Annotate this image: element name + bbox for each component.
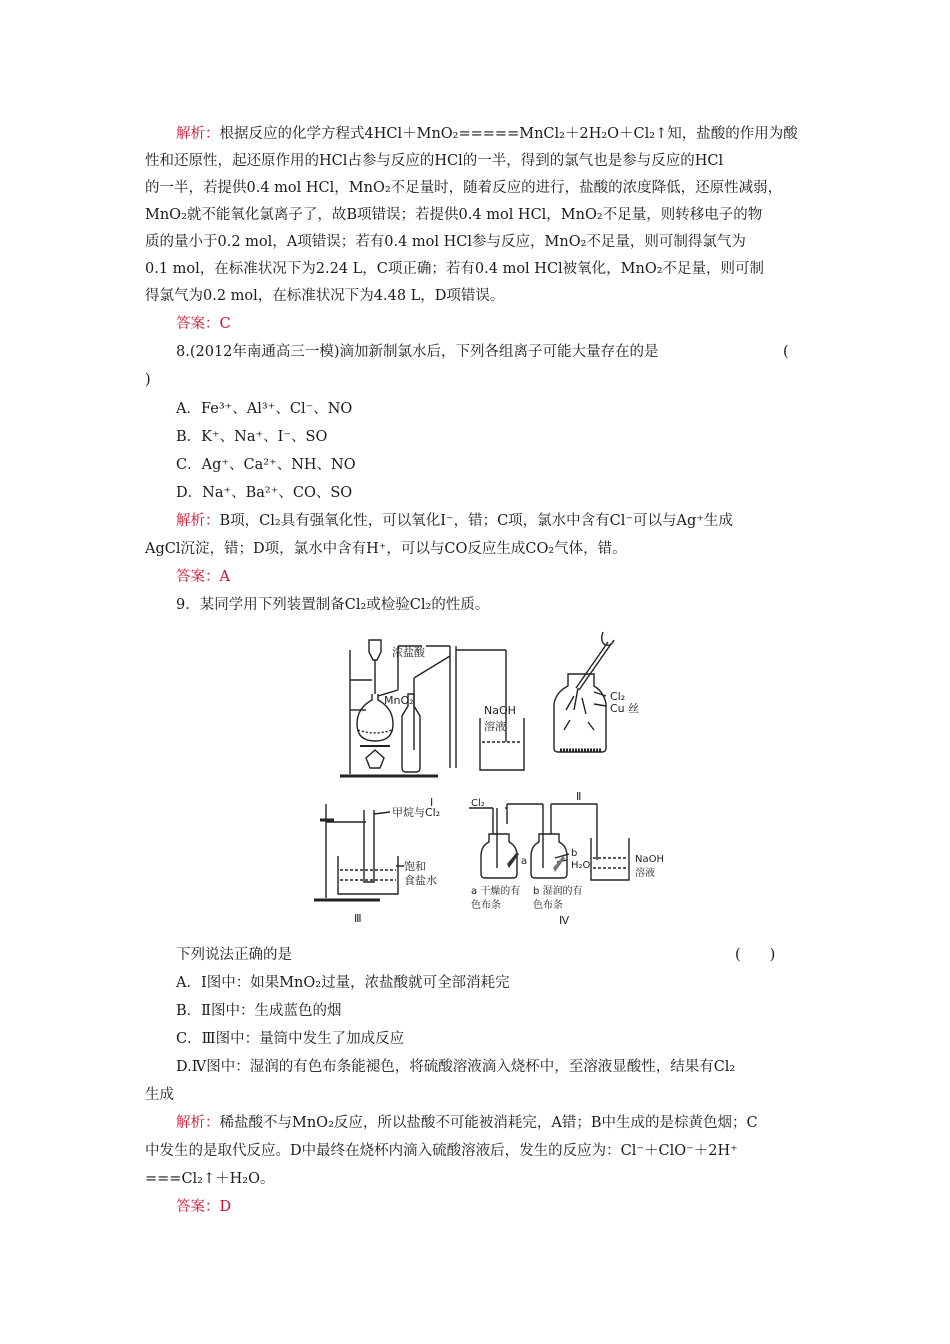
label-solution: 溶液 (635, 868, 655, 879)
label-cl2-inlet: Cl₂ (471, 798, 485, 809)
answer-9: 答案：D (176, 1199, 232, 1215)
explanation-7-line-3: 的一半，若提供0.4 mol HCl，MnO₂不足量时，随着反应的进行，盐酸的浓度降低，还原性减弱， (145, 180, 783, 196)
question-8-option-b: B．K⁺、Na⁺、I⁻、SO (176, 429, 328, 445)
answer-7: 答案：C (176, 316, 231, 332)
explanation-9-line-1: 解析：稀盐酸不与MnO₂反应，所以盐酸不可能被消耗完，A错；B中生成的是棕黄色烟；C (176, 1115, 758, 1131)
label-a-desc-1: a 干燥的有 (471, 886, 521, 897)
label-b: b (571, 848, 578, 859)
label-brine: 食盐水 (404, 874, 437, 887)
answer-8: 答案：A (176, 569, 230, 585)
label-cl2: Cl₂ (610, 690, 626, 703)
question-9-option-d-line-1: D.Ⅳ图中：湿润的有色布条能褪色，将硫酸溶液滴入烧杯中，至溶液显酸性，结果有Cl₂ (176, 1059, 736, 1075)
explanation-7-line-6: 0.1 mol，在标准状况下为2.24 L，C项正确；若有0.4 mol HCl被氧化，MnO₂不足量，则可制 (145, 261, 765, 277)
question-8-stem: 8.(2012年南通高三一模)滴加新制氯水后，下列各组离子可能大量存在的是 (176, 344, 659, 360)
label-conc-hcl: 浓盐酸 (392, 646, 425, 659)
explanation-7-line-4: MnO₂就不能氧化氯离子了，故B项错误；若提供0.4 mol HCl，MnO₂不足量，则转移电子的物 (145, 207, 763, 223)
label-a-desc-2: 色布条 (471, 900, 501, 911)
answer-paren-open: ( (783, 344, 789, 360)
label-saturated: 饱和 (404, 860, 426, 873)
apparatus-figure-4 (467, 798, 677, 933)
answer-paren-close: ) (145, 372, 151, 388)
explanation-8-line-2: AgCl沉淀，错；D项，氯水中含有H⁺，可以与CO反应生成CO₂气体，错。 (145, 541, 627, 557)
question-9-option-b: B．Ⅱ图中：生成蓝色的烟 (176, 1003, 342, 1019)
explanation-7-line-1: 解析：根据反应的化学方程式4HCl＋MnO₂=====MnCl₂＋2H₂O＋Cl₂↑知，盐酸的作用为酸 (176, 126, 798, 142)
explanation-label: 解析： (176, 126, 220, 142)
explanation-7-line-5: 质的量小于0.2 mol，A项错误；若有0.4 mol HCl参与反应，MnO₂不足量，则可制得氯气为 (145, 234, 746, 250)
answer-paren: ( ) (735, 947, 776, 963)
label-mno2: MnO₂ (384, 694, 414, 707)
question-8-option-c: C．Ag⁺、Ca²⁺、NH、NO (176, 457, 356, 473)
label-cu-wire: Cu 丝 (610, 702, 640, 715)
explanation-label: 解析： (176, 1115, 220, 1131)
question-9-option-c: C．Ⅲ图中：量筒中发生了加成反应 (176, 1031, 405, 1047)
question-9-option-a: A．Ⅰ图中：如果MnO₂过量，浓盐酸就可全部消耗完 (176, 975, 510, 991)
label-b-desc-1: b 湿润的有 (533, 886, 583, 897)
apparatus-figure-2 (548, 630, 688, 810)
question-9-stem: 9．某同学用下列装置制备Cl₂或检验Cl₂的性质。 (176, 597, 490, 613)
label-naoh: NaOH (635, 854, 664, 865)
label-methane-cl2: 甲烷与Cl₂ (392, 806, 441, 819)
explanation-9-line-3: ===Cl₂↑＋H₂O。 (145, 1171, 275, 1187)
question-9-option-d-line-2: 生成 (145, 1087, 174, 1103)
label-b-desc-2: 色布条 (533, 900, 563, 911)
question-8-option-a: A．Fe³⁺、Al³⁺、Cl⁻、NO (176, 401, 353, 417)
question-9-prompt: 下列说法正确的是 (176, 947, 292, 963)
apparatus-figure-1 (338, 630, 528, 810)
explanation-9-line-2: 中发生的是取代反应。D中最终在烧杯内滴入硫酸溶液后，发生的反应为：Cl⁻＋ClO⁻＋2H⁺ (145, 1143, 738, 1159)
explanation-7-line-7: 得氯气为0.2 mol，在标准状况下为4.48 L，D项错误。 (145, 288, 505, 304)
figure-4-number: Ⅳ (559, 914, 570, 927)
figure-2-number: Ⅱ (576, 790, 582, 803)
label-a: a (521, 856, 528, 867)
apparatus-figure-3 (312, 800, 467, 930)
figure-1-number: Ⅰ (430, 796, 434, 809)
question-8-option-d: D．Na⁺、Ba²⁺、CO、SO (176, 485, 353, 501)
label-naoh: NaOH (484, 704, 516, 717)
label-solution: 溶液 (484, 720, 506, 733)
explanation-label: 解析： (176, 513, 220, 529)
explanation-8-line-1: 解析：B项，Cl₂具有强氧化性，可以氧化I⁻，错；C项，氯水中含有Cl⁻可以与Ag⁺生成 (176, 513, 733, 529)
explanation-7-line-2: 性和还原性，起还原作用的HCl占参与反应的HCl的一半，得到的氯气也是参与反应的HCl (145, 153, 724, 169)
label-h2o: H₂O (571, 860, 591, 871)
figure-3-number: Ⅲ (354, 912, 362, 925)
